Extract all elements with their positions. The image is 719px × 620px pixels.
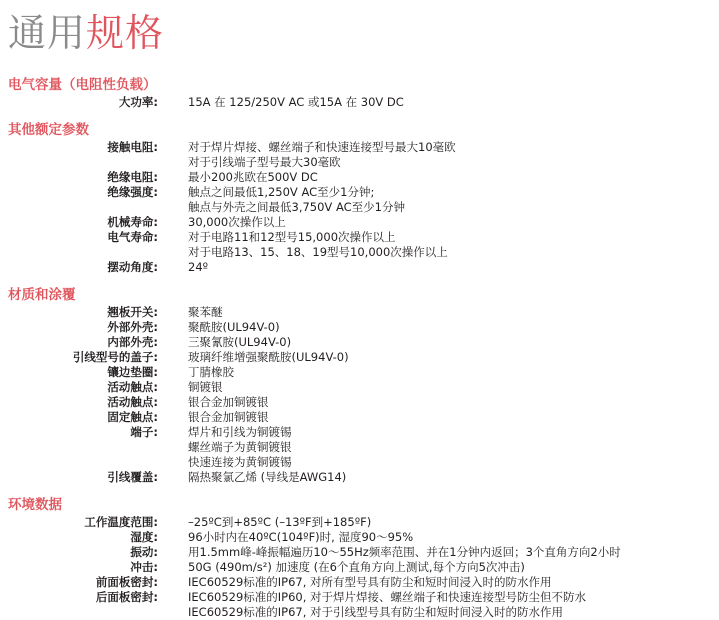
spec-value: 聚苯醚 [188,305,223,319]
spec-values [188,140,719,170]
section-title: 其他额定参数 [8,122,89,138]
page-title-part1: 通用 [8,11,87,55]
spec-values [188,350,719,365]
spec-values [188,560,719,575]
spec-values [188,365,719,380]
spec-value: 银合金加铜镀银 [188,410,269,424]
spec-row [0,230,719,260]
spec-values [188,575,719,590]
spec-row [0,515,719,530]
spec-row [0,365,719,380]
spec-values [188,425,719,470]
spec-row [0,320,719,335]
spec-row [0,410,719,425]
spec-value: IEC60529标准的IP67, 对所有型号具有防尘和短时间浸入时的防水作用 [188,575,552,589]
spec-values [188,470,719,485]
spec-section [0,495,719,620]
spec-value: 三聚氰胺(UL94V-0) [188,335,292,349]
spec-row [0,305,719,320]
spec-section [0,285,719,485]
page-title [8,10,164,56]
spec-row [0,215,719,230]
spec-values [188,95,719,110]
spec-value: 对于焊片焊接、螺丝端子和快速连接型号最大10毫欧 [188,140,456,154]
spec-value: 对于引线端子型号最大30毫欧 [188,155,341,169]
spec-row [0,260,719,275]
spec-values [188,380,719,395]
spec-value: 96小时内在40ºC(104ºF)时, 湿度90～95% [188,530,414,544]
spec-value: 丁腈橡胶 [188,365,234,379]
spec-values [188,410,719,425]
spec-values [188,320,719,335]
spec-label: 镶边垫圈: [107,365,158,379]
page-title-part2: 规格 [86,11,165,55]
spec-value: 快速连接为黄铜镀锡 [188,455,292,469]
spec-row [0,350,719,365]
spec-value: IEC60529标准的IP60, 对于焊片焊接、螺丝端子和快速连接型号防尘但不防水 [188,590,587,604]
spec-label: 冲击: [130,560,158,574]
spec-values [188,305,719,320]
spec-row [0,95,719,110]
spec-value: 24º [188,260,209,274]
spec-value: 触点之间最低1,250V AC至少1分钟; [188,185,375,199]
spec-value: 15A 在 125/250V AC 或15A 在 30V DC [188,95,404,109]
spec-values [188,230,719,260]
spec-label: 绝缘强度: [107,185,158,199]
spec-section [0,120,719,275]
spec-label: 翘板开关: [107,305,158,319]
spec-label: 前面板密封: [95,575,158,589]
spec-value: 聚酰胺(UL94V-0) [188,320,280,334]
spec-value: 50G (490m/s²) 加速度 (在6个直角方向上测试,每个方向5次冲击) [188,560,525,574]
spec-value: 30,000次操作以上 [188,215,286,229]
spec-value: IEC60529标准的IP67, 对于引线型号具有防尘和短时间浸入时的防水作用 [188,605,564,619]
spec-value: 焊片和引线为铜镀锡 [188,425,292,439]
spec-label: 固定触点: [107,410,158,424]
spec-values [188,260,719,275]
spec-row [0,380,719,395]
spec-label: 内部外壳: [107,335,158,349]
spec-value: 对于电路11和12型号15,000次操作以上 [188,230,396,244]
spec-row [0,185,719,215]
spec-label: 接触电阻: [107,140,158,154]
spec-section [0,75,719,110]
spec-row [0,545,719,560]
section-title: 材质和涂覆 [8,287,76,303]
spec-label: 工作温度范围: [84,515,158,529]
spec-value: 玻璃纤维增强聚酰胺(UL94V-0) [188,350,349,364]
spec-row [0,560,719,575]
spec-label: 外部外壳: [107,320,158,334]
spec-value: 隔热聚氯乙烯 (导线是AWG14) [188,470,347,484]
section-gap [0,275,719,285]
spec-values [188,530,719,545]
spec-label: 摆动角度: [107,260,158,274]
section-title: 环境数据 [8,497,62,513]
spec-row [0,590,719,620]
spec-label: 振动: [130,545,158,559]
spec-row [0,425,719,470]
spec-values [188,545,719,560]
spec-row [0,470,719,485]
spec-label: 活动触点: [107,395,158,409]
spec-row [0,335,719,350]
spec-value: 银合金加铜镀银 [188,395,269,409]
spec-value: 铜镀银 [188,380,223,394]
spec-label: 引线覆盖: [107,470,158,484]
spec-label: 机械寿命: [107,215,158,229]
spec-values [188,590,719,620]
spec-values [188,170,719,185]
spec-row [0,395,719,410]
spec-label: 绝缘电阻: [107,170,158,184]
spec-value: 触点与外壳之间最低3,750V AC至少1分钟 [188,200,405,214]
spec-row [0,530,719,545]
spec-value: 螺丝端子为黄铜镀银 [188,440,292,454]
spec-label: 电气寿命: [107,230,158,244]
spec-content [0,75,719,620]
spec-label: 大功率: [118,95,158,109]
section-title: 电气容量（电阻性负载） [8,77,157,93]
spec-values [188,335,719,350]
spec-value: 用1.5mm峰-峰振幅遍历10～55Hz频率范围、并在1分钟内返回；3个直角方向2小时 [188,545,621,559]
spec-label: 后面板密封: [95,590,158,604]
spec-label: 湿度: [130,530,158,544]
spec-row [0,140,719,170]
section-gap [0,110,719,120]
spec-label: 活动触点: [107,380,158,394]
spec-label: 引线型号的盖子: [72,350,158,364]
spec-values [188,215,719,230]
spec-row [0,575,719,590]
spec-label: 端子: [130,425,158,439]
section-gap [0,485,719,495]
spec-value: –25ºC到+85ºC (–13ºF到+185ºF) [188,515,372,529]
spec-value: 对于电路13、15、18、19型号10,000次操作以上 [188,245,448,259]
spec-values [188,185,719,215]
spec-value: 最小200兆欧在500V DC [188,170,318,184]
spec-values [188,395,719,410]
spec-row [0,170,719,185]
spec-values [188,515,719,530]
